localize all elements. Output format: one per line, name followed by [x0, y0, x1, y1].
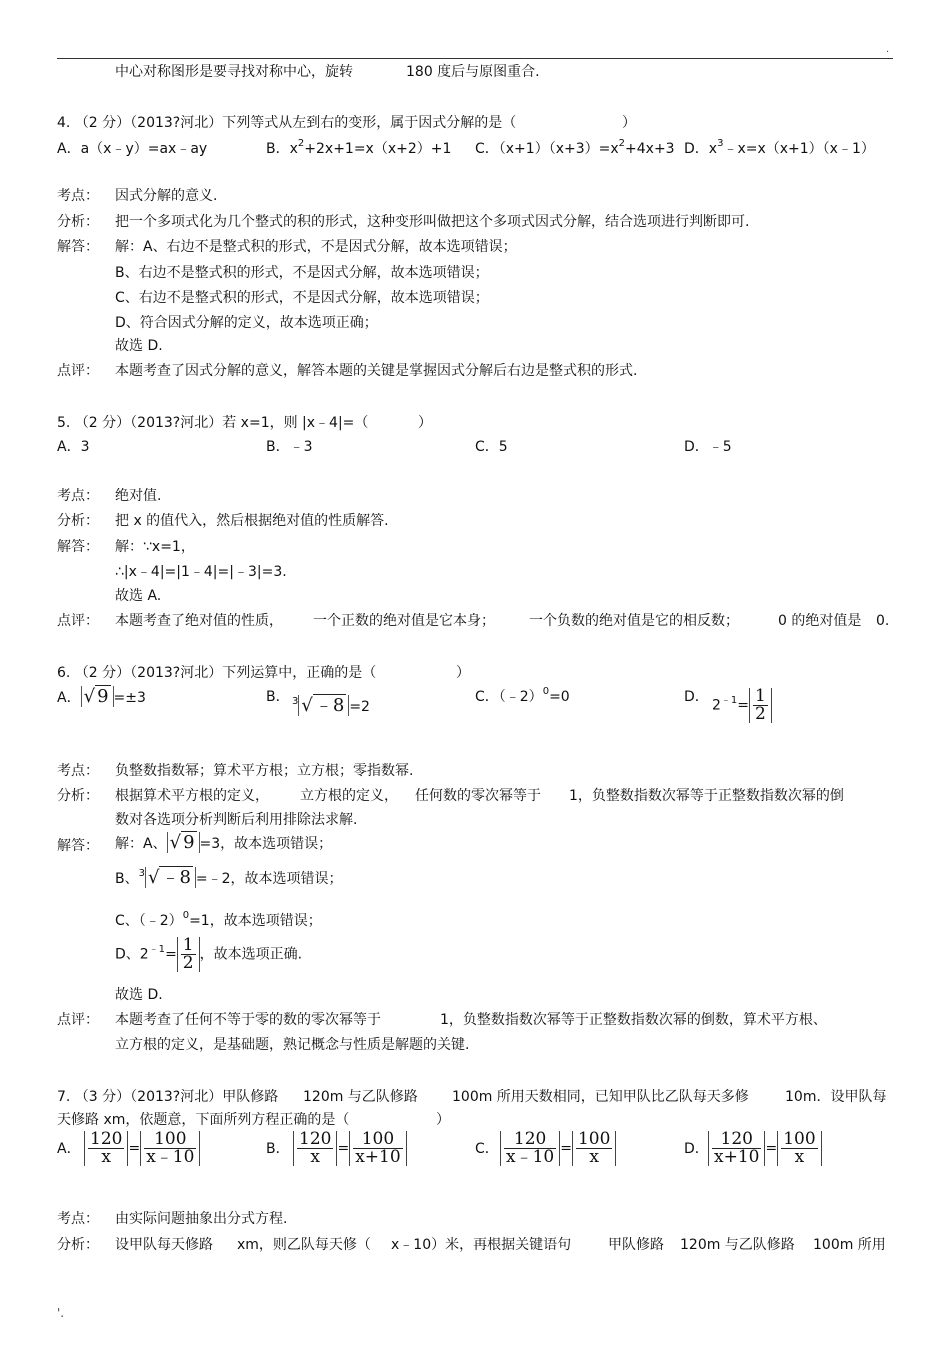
- cbrt-icon: √ ﹣8: [145, 867, 196, 888]
- q5-fenxi-text: 把 x 的值代入，然后根据绝对值的性质解答.: [115, 513, 389, 529]
- q5-dianping-text-a: 本题考查了绝对值的性质，: [115, 613, 283, 629]
- q5-jieda-label: 解答：: [57, 539, 99, 555]
- q5-kaodian-text: 绝对值.: [115, 488, 162, 504]
- q7-fenxi-text-d: 甲队修路: [608, 1237, 664, 1253]
- q6-jieda-line-a: 解：A、 √ 9 =3，故本选项错误；: [115, 832, 333, 853]
- q4-option-d: D．$x^3﹣x=x(x+1)(x﹣1)$: [684, 138, 875, 157]
- q6-option-d: $2^{﹣1}=$ $\frac{1}{2}$: [712, 688, 772, 723]
- q5-jieda-line: 解：∵x=1，: [115, 539, 195, 555]
- q7-option-c: $\frac{120}{x﹣10}$ = $\frac{100}{x}$: [500, 1131, 616, 1166]
- fraction: $\frac{100}{x}$: [777, 1131, 821, 1166]
- q6-fenxi-text-c: 任何数的零次幂等于: [415, 788, 541, 804]
- q4-option-b: B．$x^2+2x+1=x(x+2)+1$: [266, 138, 452, 157]
- footer-mark: '.: [57, 1306, 65, 1320]
- sqrt-icon: √ 9: [81, 686, 114, 707]
- fraction: $\frac{100}{x﹣10}$: [140, 1131, 200, 1166]
- q7-stem-end: ）: [436, 1112, 450, 1128]
- q6-stem: 6. （2 分）（2013?河北）下列运算中，正确的是（: [57, 665, 377, 681]
- q4-option-a: A．a（x﹣y）=ax﹣ay: [57, 141, 208, 157]
- q5-kaodian-label: 考点：: [57, 488, 99, 504]
- continuation-text-b: 180 度后与原图重合.: [406, 64, 540, 80]
- q4-option-c: C．$(x+1)(x+3)=x^2+4x+3$: [475, 138, 675, 157]
- q7-option-b-label: B．: [266, 1141, 290, 1157]
- q4-kaodian-label: 考点：: [57, 188, 99, 204]
- q4-fenxi-label: 分析：: [57, 214, 99, 230]
- q7-kaodian-text: 由实际问题抽象出分式方程.: [115, 1211, 288, 1227]
- q7-fenxi-text-b: xm，则乙队每天修（: [237, 1237, 371, 1253]
- fraction: $\frac{120}{x+10}$: [708, 1131, 765, 1166]
- q4-kaodian-text: 因式分解的意义.: [115, 188, 218, 204]
- q5-option-d: D．﹣5: [684, 439, 732, 455]
- q7-option-d-label: D．: [684, 1141, 709, 1157]
- q4-stem: 4. （2 分）（2013?河北）下列等式从左到右的变形，属于因式分解的是（: [57, 115, 517, 131]
- q7-fenxi-text-c: x﹣10）米，再根据关键语句: [391, 1237, 572, 1253]
- q6-option-d-label: D．: [684, 689, 709, 705]
- q5-dianping-text-b: 一个正数的绝对值是它本身；: [313, 613, 495, 629]
- q4-jieda-line: B、右边不是整式积的形式，不是因式分解，故本选项错误；: [115, 265, 489, 281]
- q7-fenxi-label: 分析：: [57, 1237, 99, 1253]
- q5-stem: 5. （2 分）（2013?河北）若 x=1，则 |x﹣4|=（: [57, 415, 369, 431]
- fraction: $\frac{100}{x+10}$: [349, 1131, 406, 1166]
- q6-jieda-line-b: B、$^3$ √ ﹣8 =﹣2，故本选项错误；: [115, 867, 343, 888]
- q7-fenxi-text-a: 设甲队每天修路: [115, 1237, 213, 1253]
- q6-option-c: C．（﹣2）$^0$=0: [475, 686, 570, 705]
- q5-option-a: A．3: [57, 439, 90, 455]
- corner-mark: .: [886, 44, 890, 55]
- fraction: $\frac{120}{x}$: [84, 1131, 128, 1166]
- q4-dianping-label: 点评：: [57, 363, 99, 379]
- q6-fenxi-text-a: 根据算术平方根的定义，: [115, 788, 269, 804]
- q5-option-c: C．5: [475, 439, 508, 455]
- q7-stem-c: 100m 所用天数相同，已知甲队比乙队每天多修: [452, 1089, 749, 1105]
- q6-option-b: $^3$ √ ﹣8 =2: [292, 695, 370, 716]
- q7-option-d: $\frac{120}{x+10}$ = $\frac{100}{x}$: [708, 1131, 822, 1166]
- q5-dianping-text-e: 0.: [876, 613, 890, 629]
- q7-fenxi-text-f: 100m 所用: [813, 1237, 886, 1253]
- fraction: $\frac{120}{x}$: [293, 1131, 337, 1166]
- header-rule: [57, 58, 893, 59]
- q7-kaodian-label: 考点：: [57, 1211, 99, 1227]
- q5-fenxi-label: 分析：: [57, 513, 99, 529]
- q4-jieda-line: 故选 D.: [115, 338, 163, 354]
- q6-jieda-end: 故选 D.: [115, 987, 163, 1003]
- q6-kaodian-text: 负整数指数幂；算术平方根；立方根；零指数幂.: [115, 763, 414, 779]
- q4-stem-end: ）: [622, 115, 636, 131]
- fraction: $\frac{120}{x﹣10}$: [500, 1131, 560, 1166]
- q6-fenxi-label: 分析：: [57, 788, 99, 804]
- q6-jieda-label: 解答：: [57, 838, 99, 854]
- q5-jieda-line: 故选 A.: [115, 588, 162, 604]
- q4-dianping-text: 本题考查了因式分解的意义，解答本题的关键是掌握因式分解后右边是整式积的形式.: [115, 363, 638, 379]
- q6-option-a: A． √ 9 =±3: [57, 686, 146, 707]
- q4-jieda-line: 解：A、右边不是整式积的形式，不是因式分解，故本选项错误；: [115, 239, 517, 255]
- q4-jieda-label: 解答：: [57, 239, 99, 255]
- q4-jieda-line: C、右边不是整式积的形式，不是因式分解，故本选项错误；: [115, 290, 489, 306]
- q7-stem-b: 120m 与乙队修路: [303, 1089, 418, 1105]
- q5-jieda-line: ∴|x﹣4|=|1﹣4|=|﹣3|=3.: [115, 564, 287, 580]
- sqrt-icon: √ 9: [167, 832, 200, 853]
- q6-dianping-text-2: 立方根的定义，是基础题，熟记概念与性质是解题的关键.: [115, 1037, 470, 1053]
- q5-dianping-label: 点评：: [57, 613, 99, 629]
- q7-stem-a: 7. （3 分）（2013?河北）甲队修路: [57, 1089, 279, 1105]
- q6-fenxi-text-2: 数对各选项分析判断后利用排除法求解.: [115, 812, 358, 828]
- q7-stem-d: 10m．设甲队每: [785, 1089, 887, 1105]
- fraction: $\frac{100}{x}$: [572, 1131, 616, 1166]
- q6-fenxi-text-d: 1，负整数指数次幂等于正整数指数次幂的倒: [569, 788, 844, 804]
- q5-dianping-text-d: 0 的绝对值是: [778, 613, 862, 629]
- q7-stem-2: 天修路 xm，依题意，下面所列方程正确的是（: [57, 1112, 350, 1128]
- q6-dianping-text-a: 本题考查了任何不等于零的数的零次幂等于: [115, 1012, 381, 1028]
- q6-jieda-line-d: D、$2^{﹣1}=$ $\frac{1}{2}$ ，故本选项正确.: [115, 935, 303, 973]
- q7-option-a: $\frac{120}{x}$ = $\frac{100}{x﹣10}$: [84, 1131, 200, 1166]
- q7-option-b: $\frac{120}{x}$ = $\frac{100}{x+10}$: [293, 1131, 407, 1166]
- cbrt-icon: √ ﹣8: [298, 695, 349, 716]
- q7-option-a-label: A．: [57, 1141, 81, 1157]
- q6-fenxi-text-b: 立方根的定义，: [300, 788, 398, 804]
- q6-dianping-text-b: 1，负整数指数次幂等于正整数指数次幂的倒数，算术平方根、: [440, 1012, 827, 1028]
- continuation-text-a: 中心对称图形是要寻找对称中心，旋转: [115, 64, 353, 80]
- q4-fenxi-text: 把一个多项式化为几个整式的积的形式，这种变形叫做把这个多项式因式分解，结合选项进行判断即可.: [115, 214, 750, 230]
- q6-jieda-line-c: C、（﹣2）$^0$=1，故本选项错误；: [115, 910, 322, 929]
- q5-dianping-text-c: 一个负数的绝对值是它的相反数；: [529, 613, 739, 629]
- q6-dianping-label: 点评：: [57, 1012, 99, 1028]
- q4-jieda-line: D、符合因式分解的定义，故本选项正确；: [115, 315, 378, 331]
- q6-kaodian-label: 考点：: [57, 763, 99, 779]
- q5-option-b: B．﹣3: [266, 439, 313, 455]
- fraction: $\frac{1}{2}$: [177, 937, 200, 972]
- q7-fenxi-text-e: 120m 与乙队修路: [680, 1237, 795, 1253]
- q7-option-c-label: C．: [475, 1141, 499, 1157]
- q6-option-b-label: B．: [266, 689, 290, 705]
- fraction: $\frac{1}{2}$: [749, 688, 772, 723]
- q6-stem-end: ）: [456, 665, 470, 681]
- q5-stem-end: ）: [418, 415, 432, 431]
